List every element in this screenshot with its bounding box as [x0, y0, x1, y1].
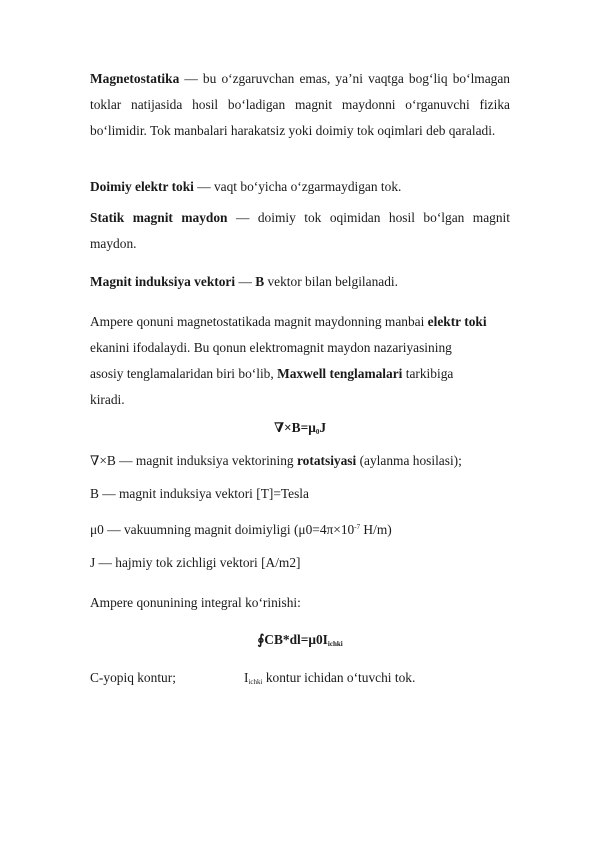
paragraph-induksiya-vektori — [90, 269, 510, 295]
paragraph-statik-maydon — [90, 205, 510, 257]
ampere-line1: Ampere qonuni magnetostatikada magnit maydonning manbai — [90, 314, 428, 329]
definition-induksiya-vektori: vektor bilan belgilanadi. — [264, 274, 398, 289]
def3-superscript: -7 — [354, 523, 361, 531]
ampere-line4: kiradi. — [90, 392, 125, 407]
def4-text: J — hajmiy tok zichligi vektori [A/m2] — [90, 555, 301, 570]
def2-text: B — magnit induksiya vektori [T]=Tesla — [90, 486, 309, 501]
def1-post: (aylanma hosilasi); — [356, 453, 462, 468]
formula1-main: ∇×B=μ — [273, 420, 316, 435]
term-statik-maydon: Statik magnit maydon — [90, 210, 228, 225]
paragraph-doimiy-tok — [90, 174, 510, 200]
definition-doimiy-tok: — vaqt bo‘yicha o‘zgarmaydigan tok. — [193, 179, 402, 194]
ampere-line2: ekanini ifodalaydi. Bu qonun elektromagnit maydon nazariyasining — [90, 340, 452, 355]
closing-current-label — [244, 668, 415, 692]
closing-i: I — [244, 670, 249, 685]
integral-heading — [90, 590, 510, 616]
closing-left-text: C-yopiq kontur; — [90, 670, 176, 685]
definition-j — [90, 550, 510, 576]
term-induksiya-vektori: Magnit induksiya vektori — [90, 274, 236, 289]
def1-pre: ∇×B — magnit induksiya vektorining — [90, 453, 297, 468]
formula1-subscript: 0 — [315, 428, 320, 436]
def3-post: H/m) — [360, 522, 392, 537]
term-magnetostatika: Magnetostatika — [90, 71, 180, 86]
closing-right-text: kontur ichidan o‘tuvchi tok. — [262, 670, 416, 685]
integral-heading-text: Ampere qonunining integral ko‘rinishi: — [90, 595, 301, 610]
def1-bold: rotatsiyasi — [296, 453, 357, 468]
definition-statik-maydon: — doimiy tok oqimidan hosil bo‘lgan magnit maydon. — [90, 210, 510, 251]
dash: — — [235, 274, 256, 289]
formula-differential — [90, 418, 510, 442]
formula-integral — [90, 630, 510, 654]
definition-magnetostatika: — bu o‘zgaruvchan emas, ya’ni vaqtga bog‘liq bo‘lmagan toklar natijasida hosil bo‘ladigan magnit maydonni o‘rganuvchi fizika bo‘limidir. Tok manbalari harakatsiz yoki doimiy tok oqimlari deb qaraladi. — [90, 71, 510, 138]
formula1-end: J — [319, 420, 327, 435]
ampere-line1-bold: elektr toki — [427, 314, 487, 329]
formula2-main: ∮CB*dl=μ0I — [257, 632, 328, 647]
definition-rotor — [90, 448, 510, 474]
paragraph-ampere — [90, 309, 510, 413]
symbol-b: B — [255, 274, 265, 289]
def3-pre: μ0 — vakuumning magnit doimiyligi (μ0=4π×10 — [90, 522, 355, 537]
closing-contour-label — [90, 668, 176, 688]
definition-b-vector — [90, 481, 510, 507]
definition-mu0 — [90, 514, 510, 543]
paragraph-magnetostatika — [90, 66, 510, 144]
closing-i-subscript: ichki — [248, 678, 263, 686]
formula2-subscript: ichki — [327, 640, 343, 648]
ampere-line3-end: tarkibiga — [402, 366, 454, 381]
term-doimiy-tok: Doimiy elektr toki — [90, 179, 194, 194]
ampere-line3: asosiy tenglamalaridan biri bo‘lib, — [90, 366, 278, 381]
ampere-line3-bold: Maxwell tenglamalari — [277, 366, 403, 381]
